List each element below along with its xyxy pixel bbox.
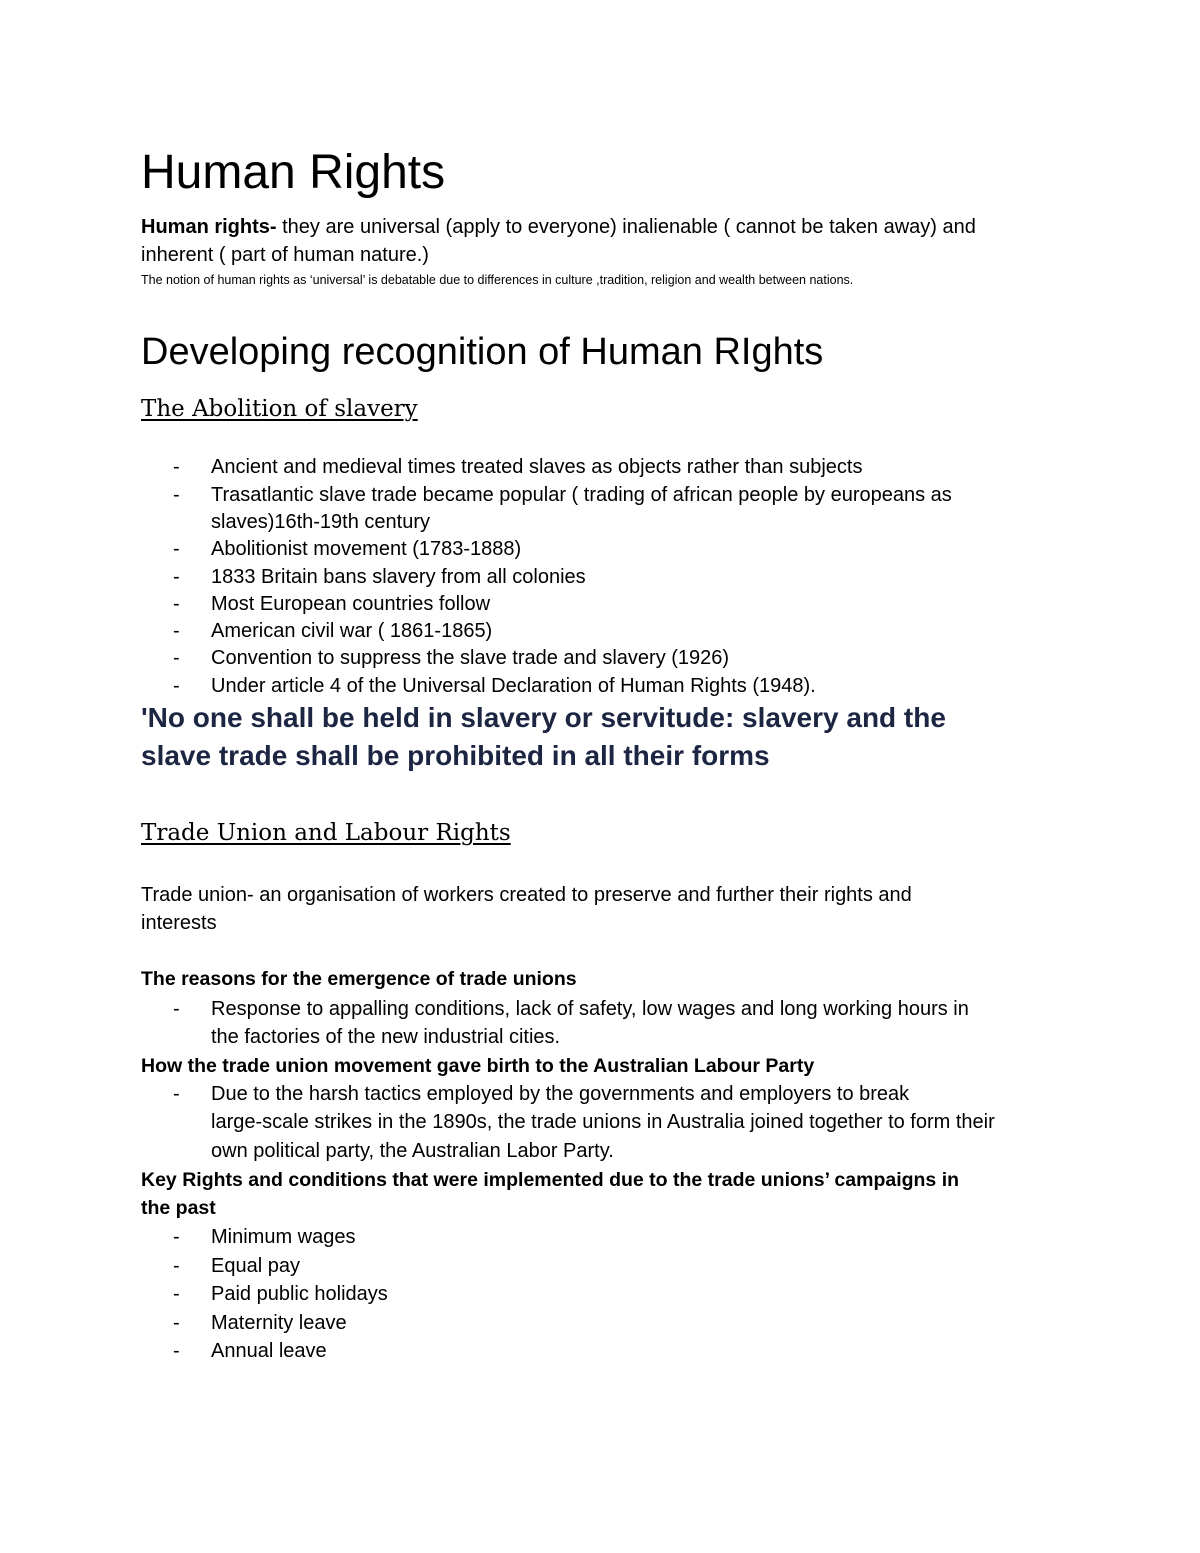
- key-rights-heading-line-1: Key Rights and conditions that were implemented due to the trade unions’ campaigns in: [141, 1169, 960, 1191]
- bullet-marker: -: [173, 456, 180, 478]
- intro-term: Human rights-: [141, 216, 277, 238]
- bullet-marker: -: [173, 566, 180, 588]
- labour-bullet-line-1: Due to the harsh tactics employed by the governments and employers to break: [211, 1083, 910, 1105]
- bullet-marker: -: [173, 538, 180, 560]
- bullet-marker: -: [173, 1255, 180, 1277]
- bullet-marker: -: [173, 647, 180, 669]
- bullet-marker: -: [173, 998, 180, 1020]
- trade-union-definition-line-1: Trade union- an organisation of workers created to preserve and further their rights and: [141, 884, 912, 906]
- intro-definition-line-1: [141, 213, 976, 241]
- labour-bullet-line-2: large-scale strikes in the 1890s, the trade unions in Australia joined together to form their: [211, 1111, 995, 1133]
- key-right-item: Equal pay: [211, 1255, 300, 1277]
- article-4-quote-line-1: 'No one shall be held in slavery or servitude: slavery and the: [141, 702, 946, 733]
- bullet-marker: -: [173, 1283, 180, 1305]
- slavery-bullet-2: Trasatlantic slave trade became popular ( trading of african people by europeans as: [211, 484, 952, 506]
- subheading-abolition-of-slavery: The Abolition of slavery: [141, 396, 418, 422]
- key-right-item: Annual leave: [211, 1340, 327, 1362]
- bullet-marker: -: [173, 1312, 180, 1334]
- page-title: Human Rights: [141, 146, 446, 199]
- slavery-bullet-1: Ancient and medieval times treated slaves as objects rather than subjects: [211, 456, 863, 478]
- reasons-bullet-line-1: Response to appalling conditions, lack of safety, low wages and long working hours in: [211, 998, 969, 1020]
- slavery-bullet-3: Abolitionist movement (1783-1888): [211, 538, 522, 560]
- bullet-marker: -: [173, 593, 180, 615]
- bullet-marker: -: [173, 484, 180, 506]
- bullet-marker: -: [173, 675, 180, 697]
- intro-note: The notion of human rights as ‘universal’ is debatable due to differences in culture ,tradition, religion and wealth between nations.: [141, 273, 854, 287]
- key-rights-heading-line-2: the past: [141, 1197, 216, 1219]
- reasons-heading: The reasons for the emergence of trade unions: [141, 968, 577, 990]
- intro-definition-text: they are universal (apply to everyone) inalienable ( cannot be taken away) and: [276, 216, 976, 238]
- slavery-bullet-4: 1833 Britain bans slavery from all colonies: [211, 566, 586, 588]
- labour-bullet-line-3: own political party, the Australian Labor Party.: [211, 1140, 614, 1162]
- slavery-bullet-6: American civil war ( 1861-1865): [211, 620, 493, 642]
- labour-party-heading: How the trade union movement gave birth to the Australian Labour Party: [141, 1055, 815, 1077]
- trade-union-definition-line-2: interests: [141, 912, 217, 934]
- key-right-item: Minimum wages: [211, 1226, 356, 1248]
- slavery-bullet-2-continued: slaves)16th-19th century: [211, 511, 431, 533]
- bullet-marker: -: [173, 620, 180, 642]
- key-right-item: Maternity leave: [211, 1312, 347, 1334]
- slavery-bullet-5: Most European countries follow: [211, 593, 491, 615]
- bullet-marker: -: [173, 1083, 180, 1105]
- subheading-trade-union-labour-rights: Trade Union and Labour Rights: [141, 820, 511, 846]
- section-heading-developing-recognition: Developing recognition of Human RIghts: [141, 331, 824, 373]
- bullet-marker: -: [173, 1340, 180, 1362]
- slavery-bullet-8: Under article 4 of the Universal Declaration of Human Rights (1948).: [211, 675, 816, 697]
- key-right-item: Paid public holidays: [211, 1283, 388, 1305]
- reasons-bullet-line-2: the factories of the new industrial cities.: [211, 1026, 561, 1048]
- bullet-marker: -: [173, 1226, 180, 1248]
- article-4-quote-line-2: slave trade shall be prohibited in all their forms: [141, 740, 770, 771]
- slavery-bullet-7: Convention to suppress the slave trade and slavery (1926): [211, 647, 730, 669]
- intro-definition-line-2: inherent ( part of human nature.): [141, 244, 429, 266]
